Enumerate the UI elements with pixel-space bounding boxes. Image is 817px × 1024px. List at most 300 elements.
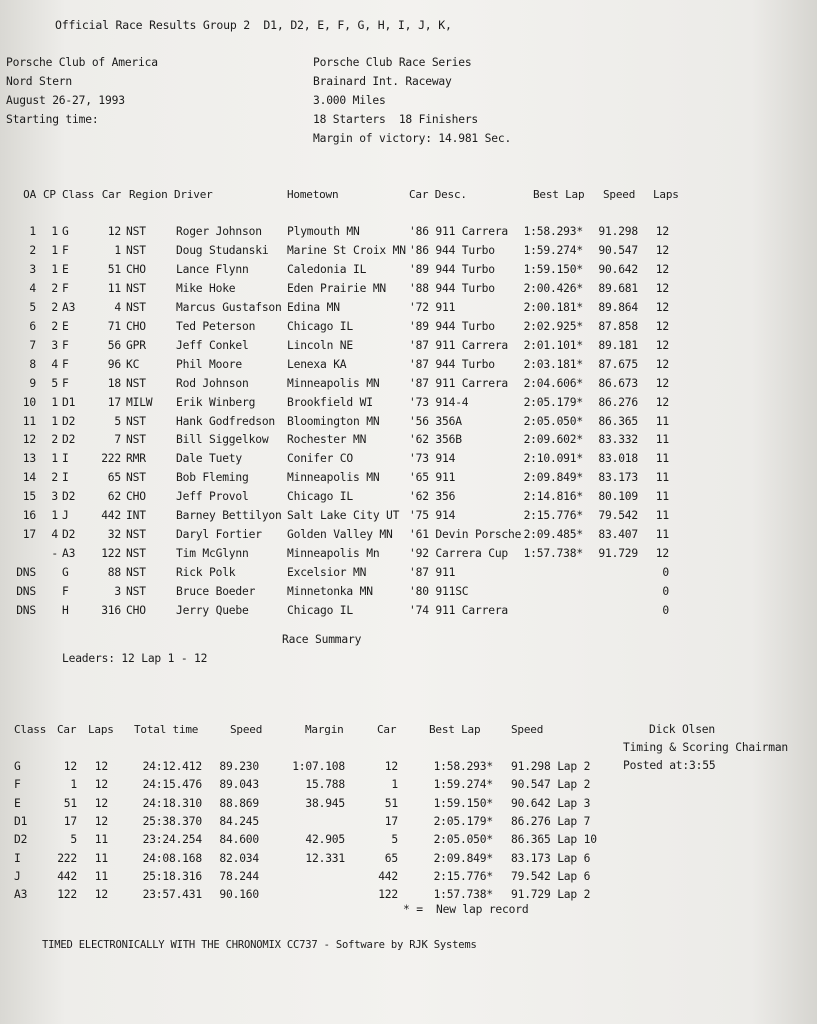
results-cell: E	[62, 319, 69, 333]
results-cell: 11	[655, 433, 669, 447]
results-cell: 12	[655, 547, 669, 561]
summary-cell: F	[14, 778, 21, 792]
results-cell: F	[62, 357, 69, 371]
results-cell: Bloomington MN	[287, 414, 380, 428]
results-cell: D2	[62, 433, 76, 447]
results-cell: 17	[107, 395, 121, 409]
results-cell: NST	[126, 528, 146, 542]
results-cell: 2:01.101*	[523, 338, 583, 352]
results-cell: 2	[51, 281, 58, 295]
results-cell: CHO	[126, 262, 146, 276]
results-cell: Jerry Quebe	[176, 604, 249, 617]
results-cell: '87 944 Turbo	[409, 357, 495, 371]
summary-cell: 25:38.370	[142, 814, 202, 828]
results-cell: 1	[114, 243, 121, 257]
results-cell: 32	[107, 528, 121, 542]
results-cell: '75 914	[409, 509, 456, 523]
summary-cell: 1	[70, 778, 77, 792]
results-cell: Minnetonka MN	[287, 585, 373, 599]
results-cell: 11	[655, 509, 669, 523]
results-cell: 1:57.738*	[523, 547, 583, 561]
series-name: Porsche Club Race Series	[313, 56, 472, 69]
results-cell: 11	[655, 452, 669, 466]
summary-cell: 15.788	[305, 778, 345, 792]
results-cell: Lenexa KA	[287, 357, 347, 371]
results-cell: Minneapolis MN	[287, 376, 380, 390]
results-cell: F	[62, 338, 69, 352]
summary-cell: 5	[391, 833, 398, 847]
summary-cell: 65	[384, 851, 398, 865]
results-cell: 5	[29, 300, 36, 314]
results-cell: CHO	[126, 490, 146, 504]
summary-cell: 23:24.254	[142, 833, 202, 847]
results-cell: '87 911 Carrera	[409, 376, 509, 390]
results-cell: DNS	[16, 604, 36, 617]
summary-cell: 89.043	[219, 778, 259, 792]
results-cell: 12	[655, 243, 669, 257]
results-cell: Daryl Fortier	[176, 528, 262, 542]
results-cell: Jeff Provol	[176, 490, 249, 504]
results-cell: F	[62, 376, 69, 390]
results-cell: 4	[29, 281, 36, 295]
results-cell: 12	[655, 338, 669, 352]
results-column-header: Driver	[174, 188, 213, 201]
summary-cell: 88.869	[219, 796, 259, 810]
results-cell: Roger Johnson	[176, 225, 262, 238]
results-cell: 86.673	[598, 376, 638, 390]
results-cell: 12	[655, 262, 669, 276]
results-cell: NST	[126, 243, 146, 257]
results-cell: 89.864	[598, 300, 638, 314]
results-column-header: Car	[101, 188, 121, 201]
results-cell: Minneapolis Mn	[287, 547, 380, 561]
results-cell: 18	[107, 376, 121, 390]
results-cell: 7	[114, 433, 121, 447]
results-cell: 13	[22, 452, 36, 466]
posted-time: Posted at:3:55	[623, 759, 716, 772]
results-cell: 1	[51, 509, 58, 523]
results-cell: 11	[107, 281, 121, 295]
results-cell: 91.729	[598, 547, 638, 561]
results-cell: '62 356	[409, 490, 456, 504]
summary-column-header: Laps	[88, 723, 114, 736]
results-cell: 0	[662, 585, 669, 599]
results-cell: '92 Carrera Cup	[409, 547, 509, 561]
results-cell: G	[62, 225, 69, 238]
results-cell: 11	[655, 414, 669, 428]
results-cell: 222	[101, 452, 121, 466]
results-cell: 3	[51, 338, 58, 352]
results-cell: '87 911	[409, 566, 456, 580]
results-cell: 0	[662, 566, 669, 580]
results-column-header: Laps	[653, 188, 679, 201]
results-cell: Bob Fleming	[176, 471, 249, 485]
results-cell: 2:09.602*	[523, 433, 583, 447]
results-column-header: OA	[23, 188, 36, 201]
results-cell: '87 911 Carrera	[409, 338, 509, 352]
starting-time: Starting time:	[6, 113, 99, 126]
summary-cell: 11	[94, 851, 108, 865]
summary-cell: G	[14, 760, 21, 773]
results-cell: 1:59.274*	[523, 243, 583, 257]
results-cell: Dale Tuety	[176, 452, 243, 466]
results-cell: 122	[101, 547, 121, 561]
summary-cell: 442	[57, 869, 77, 883]
results-cell: 65	[107, 471, 121, 485]
results-cell: 11	[655, 471, 669, 485]
summary-cell: 1:58.293*	[433, 760, 493, 773]
results-cell: 1	[51, 414, 58, 428]
results-cell: D1	[62, 395, 76, 409]
results-cell: Bruce Boeder	[176, 585, 256, 599]
page-title: Official Race Results Group 2 D1, D2, E, F, G, H, I, J, K,	[55, 18, 452, 32]
results-cell: 56	[107, 338, 121, 352]
results-cell: D2	[62, 528, 76, 542]
results-cell: Ted Peterson	[176, 319, 256, 333]
results-cell: 2:14.816*	[523, 490, 583, 504]
results-cell: 12	[655, 300, 669, 314]
starters-finishers: 18 Starters 18 Finishers	[313, 113, 479, 126]
results-cell: '74 911 Carrera	[409, 604, 509, 617]
results-cell: 4	[51, 528, 58, 542]
results-cell: 87.675	[598, 357, 638, 371]
results-cell: 2:09.849*	[523, 471, 583, 485]
results-column-header: CP	[43, 188, 56, 201]
results-cell: 1	[51, 262, 58, 276]
results-cell: Salt Lake City UT	[287, 509, 400, 523]
results-cell: CHO	[126, 604, 146, 617]
results-cell: D2	[62, 490, 76, 504]
results-cell: Erik Winberg	[176, 395, 256, 409]
results-cell: 4	[114, 300, 121, 314]
results-cell: KC	[126, 357, 140, 371]
results-cell: 2:00.181*	[523, 300, 583, 314]
results-cell: DNS	[16, 566, 36, 580]
results-cell: 10	[22, 395, 36, 409]
results-cell: NST	[126, 414, 146, 428]
summary-cell: 51	[63, 796, 77, 810]
summary-column-header: Car	[377, 723, 397, 736]
results-cell: 2:05.050*	[523, 414, 583, 428]
results-cell: Jeff Conkel	[176, 338, 249, 352]
leaders-line: Leaders: 12 Lap 1 - 12	[62, 652, 208, 665]
results-cell: 442	[101, 509, 121, 523]
results-cell: 80.109	[598, 490, 638, 504]
summary-cell: 24:18.310	[142, 796, 202, 810]
track-length: 3.000 Miles	[313, 94, 386, 107]
results-column-header: Car Desc.	[409, 188, 467, 201]
results-cell: 2:09.485*	[523, 528, 583, 542]
summary-cell: 79.542 Lap 6	[511, 869, 591, 883]
results-cell: 11	[655, 490, 669, 504]
results-cell: 15	[22, 490, 36, 504]
results-cell: 1:58.293*	[523, 225, 583, 238]
results-cell: Minneapolis MN	[287, 471, 380, 485]
results-cell: Rick Polk	[176, 566, 236, 580]
results-cell: 14	[22, 471, 36, 485]
summary-cell: 90.642 Lap 3	[511, 796, 591, 810]
results-cell: 12	[107, 225, 121, 238]
summary-cell: 2:05.179*	[433, 814, 493, 828]
summary-cell: D2	[14, 833, 28, 847]
summary-cell: 86.276 Lap 7	[511, 814, 591, 828]
summary-cell: 12	[94, 760, 108, 773]
summary-cell: 5	[70, 833, 77, 847]
results-cell: E	[62, 262, 69, 276]
summary-cell: A3	[14, 888, 28, 902]
results-cell: NST	[126, 547, 146, 561]
results-cell: '88 944 Turbo	[409, 281, 495, 295]
results-cell: Lincoln NE	[287, 338, 354, 352]
results-column-header: Hometown	[287, 188, 339, 201]
summary-cell: 122	[378, 888, 398, 902]
summary-cell: I	[14, 851, 21, 865]
results-cell: CHO	[126, 319, 146, 333]
results-cell: Hank Godfredson	[176, 414, 276, 428]
summary-column-header: Class	[14, 723, 47, 736]
results-cell: RMR	[126, 452, 146, 466]
results-cell: 83.332	[598, 433, 638, 447]
results-cell: Rod Johnson	[176, 376, 249, 390]
results-cell: F	[62, 243, 69, 257]
summary-column-header: Margin	[305, 723, 344, 736]
results-cell: 16	[22, 509, 36, 523]
summary-cell: 1:57.738*	[433, 888, 493, 902]
summary-cell: 12	[384, 760, 398, 773]
results-column-header: Speed	[603, 188, 636, 201]
results-cell: DNS	[16, 585, 36, 599]
summary-cell: 12	[94, 888, 108, 902]
results-cell: 12	[655, 357, 669, 371]
results-cell: '80 911SC	[409, 585, 469, 599]
results-cell: 79.542	[598, 509, 638, 523]
record-note: * = New lap record	[403, 903, 529, 916]
results-cell: 12	[655, 281, 669, 295]
summary-cell: 82.034	[219, 851, 259, 865]
summary-cell: 24:08.168	[142, 851, 202, 865]
results-column-header: Region	[129, 188, 168, 201]
results-cell: D2	[62, 414, 76, 428]
results-cell: 1	[51, 225, 58, 238]
summary-cell: 11	[94, 833, 108, 847]
summary-cell: 12.331	[305, 851, 345, 865]
results-cell: Excelsior MN	[287, 566, 367, 580]
summary-cell: J	[14, 869, 21, 883]
summary-cell: 222	[57, 851, 77, 865]
results-cell: 89.681	[598, 281, 638, 295]
results-cell: 1	[51, 243, 58, 257]
results-cell: 12	[22, 433, 36, 447]
summary-cell: 24:15.476	[142, 778, 202, 792]
results-cell: NST	[126, 281, 146, 295]
results-cell: '86 911 Carrera	[409, 225, 509, 238]
results-cell: I	[62, 452, 69, 466]
results-cell: NST	[126, 225, 146, 238]
summary-cell: 90.547 Lap 2	[511, 778, 591, 792]
results-cell: 2:00.426*	[523, 281, 583, 295]
results-cell: 11	[22, 414, 36, 428]
results-cell: 12	[655, 395, 669, 409]
summary-cell: 2:15.776*	[433, 869, 493, 883]
summary-cell: 42.905	[305, 833, 345, 847]
results-cell: 90.547	[598, 243, 638, 257]
results-cell: Edina MN	[287, 300, 340, 314]
results-cell: Doug Studanski	[176, 243, 269, 257]
summary-cell: 84.245	[219, 814, 259, 828]
results-cell: Chicago IL	[287, 490, 354, 504]
summary-cell: D1	[14, 814, 28, 828]
results-cell: 4	[51, 357, 58, 371]
results-cell: INT	[126, 509, 146, 523]
results-column-header: Class	[62, 188, 95, 201]
results-cell: 51	[107, 262, 121, 276]
results-cell: 2:04.606*	[523, 376, 583, 390]
results-cell: 9	[29, 376, 36, 390]
summary-cell: 25:18.316	[142, 869, 202, 883]
results-cell: NST	[126, 300, 146, 314]
results-cell: NST	[126, 471, 146, 485]
results-cell: 7	[29, 338, 36, 352]
results-cell: 11	[655, 528, 669, 542]
results-cell: Phil Moore	[176, 357, 243, 371]
results-cell: 83.173	[598, 471, 638, 485]
summary-cell: 78.244	[219, 869, 259, 883]
summary-cell: 1:07.108	[292, 760, 345, 773]
results-cell: 1	[51, 395, 58, 409]
results-cell: 3	[29, 262, 36, 276]
results-cell: Marcus Gustafson	[176, 300, 282, 314]
results-cell: Golden Valley MN	[287, 528, 393, 542]
summary-cell: 2:09.849*	[433, 851, 493, 865]
summary-cell: 17	[384, 814, 398, 828]
results-cell: 1:59.150*	[523, 262, 583, 276]
summary-cell: 91.729 Lap 2	[511, 888, 591, 902]
summary-cell: 442	[378, 869, 398, 883]
results-cell: 87.858	[598, 319, 638, 333]
results-cell: NST	[126, 566, 146, 580]
results-cell: '89 944 Turbo	[409, 319, 495, 333]
summary-column-header: Speed	[230, 723, 263, 736]
results-cell: Brookfield WI	[287, 395, 373, 409]
results-cell: '62 356B	[409, 433, 462, 447]
official-role: Timing & Scoring Chairman	[623, 741, 789, 754]
summary-cell: 89.230	[219, 760, 259, 773]
results-cell: 1	[51, 452, 58, 466]
results-column-header: Best Lap	[533, 188, 585, 201]
results-cell: Marine St Croix MN	[287, 243, 406, 257]
results-cell: '61 Devin Porsche	[409, 528, 522, 542]
results-cell: Caledonia IL	[287, 262, 367, 276]
results-cell: '86 944 Turbo	[409, 243, 495, 257]
summary-column-header: Car	[57, 723, 77, 736]
summary-cell: 17	[63, 814, 77, 828]
results-cell: I	[62, 471, 69, 485]
summary-cell: 24:12.412	[142, 760, 202, 773]
summary-cell: 23:57.431	[142, 888, 202, 902]
results-cell: 2	[51, 319, 58, 333]
results-cell: 90.642	[598, 262, 638, 276]
results-cell: '73 914-4	[409, 395, 469, 409]
results-cell: 83.407	[598, 528, 638, 542]
results-cell: '56 356A	[409, 414, 462, 428]
results-cell: 86.276	[598, 395, 638, 409]
results-cell: 2	[29, 243, 36, 257]
official-name: Dick Olsen	[649, 723, 716, 736]
summary-cell: 11	[94, 869, 108, 883]
region-name: Nord Stern	[6, 75, 73, 88]
summary-cell: 1	[391, 778, 398, 792]
results-cell: J	[62, 509, 69, 523]
results-cell: 96	[107, 357, 121, 371]
footer-note: TIMED ELECTRONICALLY WITH THE CHRONOMIX CC737 - Software by RJK Systems	[42, 939, 477, 951]
summary-cell: E	[14, 796, 21, 810]
summary-cell: 51	[384, 796, 398, 810]
results-cell: 89.181	[598, 338, 638, 352]
results-cell: Chicago IL	[287, 604, 354, 617]
results-cell: Plymouth MN	[287, 225, 360, 238]
results-cell: G	[62, 566, 69, 580]
summary-cell: 91.298 Lap 2	[511, 760, 591, 773]
results-cell: MILW	[126, 395, 153, 409]
results-cell: 71	[107, 319, 121, 333]
results-cell: 6	[29, 319, 36, 333]
results-cell: 8	[29, 357, 36, 371]
summary-title: Race Summary	[282, 633, 362, 646]
results-cell: Rochester MN	[287, 433, 367, 447]
results-cell: Chicago IL	[287, 319, 354, 333]
results-cell: F	[62, 585, 69, 599]
results-cell: 316	[101, 604, 121, 617]
results-cell: F	[62, 281, 69, 295]
results-cell: GPR	[126, 338, 146, 352]
margin-of-victory: Margin of victory: 14.981 Sec.	[313, 132, 512, 145]
summary-cell: 90.160	[219, 888, 259, 902]
results-cell: Bill Siggelkow	[176, 433, 269, 447]
results-cell: 12	[655, 376, 669, 390]
results-cell: 3	[51, 490, 58, 504]
summary-column-header: Best Lap	[429, 723, 481, 736]
results-cell: 5	[114, 414, 121, 428]
results-cell: NST	[126, 376, 146, 390]
results-cell: 12	[655, 225, 669, 238]
results-cell: 2:10.091*	[523, 452, 583, 466]
event-date: August 26-27, 1993	[6, 94, 125, 107]
results-cell: NST	[126, 585, 146, 599]
results-cell: 0	[662, 604, 669, 617]
results-cell: 2:05.179*	[523, 395, 583, 409]
results-cell: -	[51, 547, 58, 561]
summary-cell: 12	[63, 760, 77, 773]
summary-cell: 84.600	[219, 833, 259, 847]
summary-cell: 122	[57, 888, 77, 902]
results-cell: 91.298	[598, 225, 638, 238]
results-cell: 2	[51, 471, 58, 485]
results-cell: Eden Prairie MN	[287, 281, 387, 295]
results-cell: 3	[114, 585, 121, 599]
results-cell: 2:15.776*	[523, 509, 583, 523]
results-cell: 12	[655, 319, 669, 333]
summary-cell: 38.945	[305, 796, 345, 810]
results-cell: NST	[126, 433, 146, 447]
results-cell: 2:02.925*	[523, 319, 583, 333]
results-cell: 88	[107, 566, 121, 580]
results-cell: Lance Flynn	[176, 262, 249, 276]
results-cell: '73 914	[409, 452, 456, 466]
results-cell: 1	[29, 225, 36, 238]
results-cell: H	[62, 604, 69, 617]
summary-column-header: Total time	[134, 723, 199, 736]
results-cell: Conifer CO	[287, 452, 354, 466]
